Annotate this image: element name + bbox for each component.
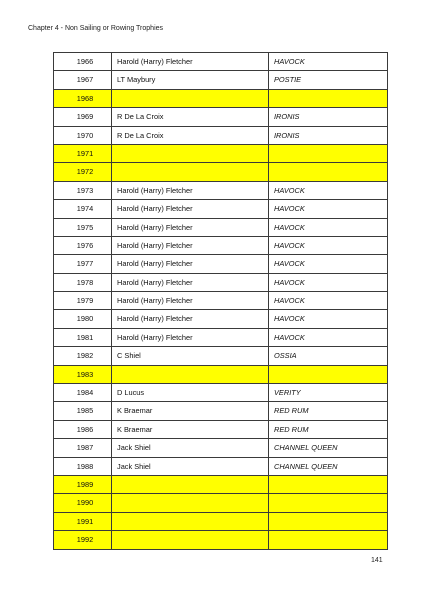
chapter-heading: Chapter 4 - Non Sailing or Rowing Trophies [28, 25, 164, 32]
name-cell: LT Maybury [112, 71, 269, 89]
year-cell: 1966 [54, 53, 112, 71]
boat-cell [269, 531, 388, 549]
table-row [54, 71, 388, 89]
boat-cell: CHANNEL QUEEN [269, 439, 388, 457]
boat-cell: VERITY [269, 384, 388, 402]
name-cell: K Braemar [112, 420, 269, 438]
table-row [54, 365, 388, 383]
name-cell: Harold (Harry) Fletcher [112, 273, 269, 291]
year-cell: 1984 [54, 384, 112, 402]
boat-cell: IRONIS [269, 108, 388, 126]
year-cell: 1974 [54, 200, 112, 218]
name-cell: R De La Croix [112, 108, 269, 126]
name-cell [112, 89, 269, 107]
table-row [54, 126, 388, 144]
table-row [54, 328, 388, 346]
table-row [54, 200, 388, 218]
table-row [54, 108, 388, 126]
table-row [54, 384, 388, 402]
year-cell: 1982 [54, 347, 112, 365]
year-cell: 1967 [54, 71, 112, 89]
table-row [54, 310, 388, 328]
boat-cell [269, 512, 388, 530]
name-cell: Harold (Harry) Fletcher [112, 181, 269, 199]
name-cell: Harold (Harry) Fletcher [112, 310, 269, 328]
boat-cell: RED RUM [269, 402, 388, 420]
page-number: 141 [371, 557, 383, 564]
year-cell: 1979 [54, 292, 112, 310]
table-row [54, 273, 388, 291]
trophy-winners-table [53, 52, 388, 550]
table-row [54, 475, 388, 493]
boat-cell: HAVOCK [269, 53, 388, 71]
name-cell: Harold (Harry) Fletcher [112, 200, 269, 218]
boat-cell: HAVOCK [269, 310, 388, 328]
year-cell: 1973 [54, 181, 112, 199]
table-row [54, 53, 388, 71]
name-cell: K Braemar [112, 402, 269, 420]
boat-cell: HAVOCK [269, 218, 388, 236]
name-cell: Jack Shiel [112, 457, 269, 475]
boat-cell: IRONIS [269, 126, 388, 144]
boat-cell [269, 494, 388, 512]
name-cell [112, 494, 269, 512]
boat-cell: HAVOCK [269, 236, 388, 254]
year-cell: 1972 [54, 163, 112, 181]
table-row [54, 347, 388, 365]
table-row [54, 402, 388, 420]
name-cell: Harold (Harry) Fletcher [112, 53, 269, 71]
year-cell: 1981 [54, 328, 112, 346]
boat-cell [269, 163, 388, 181]
name-cell: Harold (Harry) Fletcher [112, 218, 269, 236]
year-cell: 1985 [54, 402, 112, 420]
year-cell: 1969 [54, 108, 112, 126]
year-cell: 1988 [54, 457, 112, 475]
boat-cell: HAVOCK [269, 292, 388, 310]
name-cell: Harold (Harry) Fletcher [112, 255, 269, 273]
name-cell [112, 512, 269, 530]
table-row [54, 163, 388, 181]
name-cell: Harold (Harry) Fletcher [112, 236, 269, 254]
name-cell [112, 365, 269, 383]
year-cell: 1976 [54, 236, 112, 254]
year-cell: 1975 [54, 218, 112, 236]
table-row [54, 439, 388, 457]
boat-cell: HAVOCK [269, 200, 388, 218]
year-cell: 1986 [54, 420, 112, 438]
year-cell: 1992 [54, 531, 112, 549]
boat-cell [269, 89, 388, 107]
name-cell: C Shiel [112, 347, 269, 365]
table-row [54, 181, 388, 199]
table-row [54, 494, 388, 512]
year-cell: 1970 [54, 126, 112, 144]
year-cell: 1978 [54, 273, 112, 291]
year-cell: 1989 [54, 475, 112, 493]
year-cell: 1983 [54, 365, 112, 383]
name-cell [112, 163, 269, 181]
year-cell: 1968 [54, 89, 112, 107]
table-row [54, 255, 388, 273]
name-cell: Harold (Harry) Fletcher [112, 328, 269, 346]
boat-cell [269, 365, 388, 383]
year-cell: 1987 [54, 439, 112, 457]
table-row [54, 218, 388, 236]
boat-cell: HAVOCK [269, 255, 388, 273]
table-row [54, 457, 388, 475]
boat-cell: HAVOCK [269, 273, 388, 291]
boat-cell: HAVOCK [269, 328, 388, 346]
year-cell: 1991 [54, 512, 112, 530]
year-cell: 1980 [54, 310, 112, 328]
name-cell [112, 144, 269, 162]
name-cell: D Lucus [112, 384, 269, 402]
year-cell: 1977 [54, 255, 112, 273]
boat-cell [269, 475, 388, 493]
boat-cell: POSTIE [269, 71, 388, 89]
table-row [54, 292, 388, 310]
boat-cell: OSSIA [269, 347, 388, 365]
boat-cell: HAVOCK [269, 181, 388, 199]
boat-cell: RED RUM [269, 420, 388, 438]
name-cell: R De La Croix [112, 126, 269, 144]
table-row [54, 512, 388, 530]
name-cell [112, 475, 269, 493]
table-row [54, 420, 388, 438]
boat-cell [269, 144, 388, 162]
name-cell: Harold (Harry) Fletcher [112, 292, 269, 310]
year-cell: 1971 [54, 144, 112, 162]
name-cell [112, 531, 269, 549]
year-cell: 1990 [54, 494, 112, 512]
table-row [54, 144, 388, 162]
table-row [54, 236, 388, 254]
boat-cell: CHANNEL QUEEN [269, 457, 388, 475]
name-cell: Jack Shiel [112, 439, 269, 457]
table-row [54, 531, 388, 549]
table-row [54, 89, 388, 107]
